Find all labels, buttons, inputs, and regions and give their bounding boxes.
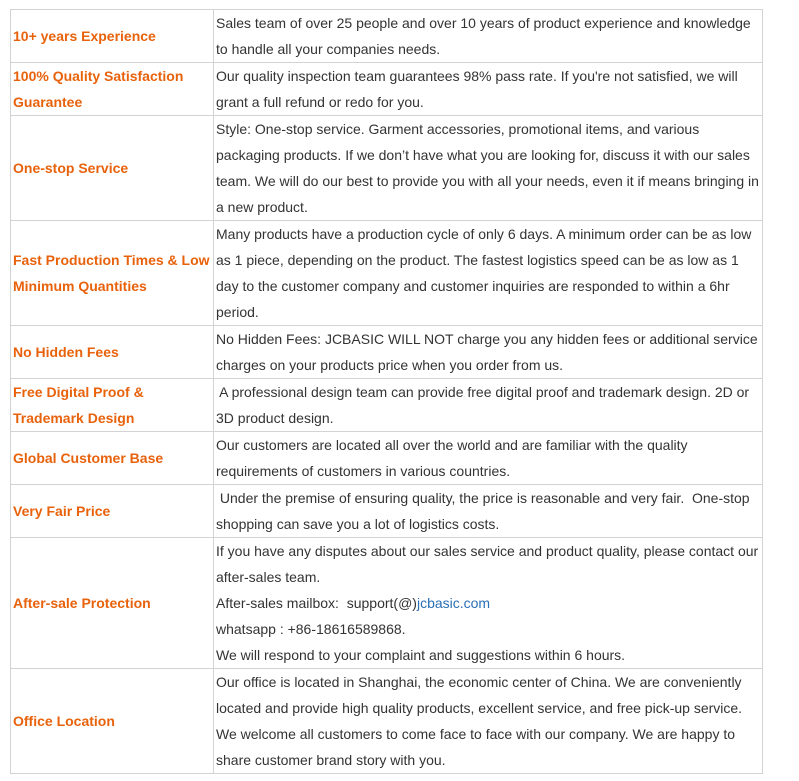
desc-line: share customer brand story with you.: [216, 752, 446, 768]
desc-line: after-sales team.: [216, 569, 321, 585]
feature-label: [11, 485, 214, 538]
feature-description: [214, 63, 763, 116]
feature-label: [11, 63, 214, 116]
label-line: One-stop Service: [13, 160, 129, 176]
feature-description: [214, 485, 763, 538]
feature-description: [214, 116, 763, 221]
label-line: Minimum Quantities: [13, 278, 147, 294]
label-line: No Hidden Fees: [13, 344, 119, 360]
feature-description: [214, 221, 763, 326]
desc-line: No Hidden Fees: JCBASIC WILL NOT charge you any hidden fees or additional service: [216, 331, 758, 347]
desc-line: whatsapp : +86-18616589868.: [216, 621, 406, 637]
table-row: [11, 116, 763, 221]
desc-line: Style: One-stop service. Garment accessories, promotional items, and various: [216, 121, 700, 137]
label-line: After-sale Protection: [13, 595, 151, 611]
label-line: Global Customer Base: [13, 450, 164, 466]
desc-line: requirements of customers in various countries.: [216, 463, 511, 479]
features-table: [10, 9, 763, 774]
desc-line: Sales team of over 25 people and over 10 years of product experience and knowledge: [216, 15, 751, 31]
feature-description: [214, 326, 763, 379]
table-row: [11, 63, 763, 116]
desc-line: period.: [216, 304, 259, 320]
desc-line: team. We will do our best to provide you with all your needs, even it if means bringing in: [216, 173, 759, 189]
desc-line: a new product.: [216, 199, 308, 215]
table-row: [11, 10, 763, 63]
feature-label: [11, 10, 214, 63]
mailbox-line: [216, 590, 762, 616]
email-domain-link[interactable]: jcbasic.com: [416, 595, 491, 611]
desc-line: 3D product design.: [216, 410, 334, 426]
desc-line: Under the premise of ensuring quality, the price is reasonable and very fair. One-stop: [216, 490, 750, 506]
feature-label: [11, 538, 214, 669]
feature-label: [11, 116, 214, 221]
table-row: [11, 379, 763, 432]
feature-label: [11, 669, 214, 774]
feature-label: [11, 221, 214, 326]
label-line: Fast Production Times & Low: [13, 252, 210, 268]
label-line: 10+ years Experience: [13, 28, 156, 44]
table-row: [11, 432, 763, 485]
desc-line: Our customers are located all over the world and are familiar with the quality: [216, 437, 688, 453]
mailbox-text: After-sales mailbox: support(@): [216, 595, 417, 611]
desc-line: We will respond to your complaint and suggestions within 6 hours.: [216, 647, 626, 663]
feature-label: [11, 432, 214, 485]
table-row: [11, 221, 763, 326]
desc-line: as 1 piece, depending on the product. The fastest logistics speed can be as low as 1: [216, 252, 739, 268]
desc-line: shopping can save you a lot of logistics costs.: [216, 516, 500, 532]
desc-line: Our quality inspection team guarantees 98% pass rate. If you're not satisfied, we will: [216, 68, 738, 84]
label-line: Trademark Design: [13, 410, 135, 426]
feature-description: [214, 669, 763, 774]
feature-label: [11, 326, 214, 379]
desc-line: packaging products. If we don’t have what you are looking for, discuss it with our sales: [216, 147, 750, 163]
table-row: [11, 485, 763, 538]
label-line: Office Location: [13, 713, 115, 729]
label-line: Free Digital Proof &: [13, 384, 144, 400]
feature-description: [214, 538, 763, 669]
feature-description: [214, 10, 763, 63]
label-line: Very Fair Price: [13, 503, 111, 519]
feature-description: [214, 379, 763, 432]
label-line: 100% Quality Satisfaction: [13, 68, 184, 84]
desc-line: to handle all your companies needs.: [216, 41, 441, 57]
desc-line: Many products have a production cycle of only 6 days. A minimum order can be as low: [216, 226, 752, 242]
desc-line: A professional design team can provide free digital proof and trademark design. 2D or: [216, 384, 750, 400]
table-row: [11, 538, 763, 669]
desc-line: charges on your products price when you order from us.: [216, 357, 564, 373]
desc-line: day to the customer company and customer inquiries are responded to within a 6hr: [216, 278, 730, 294]
table-row: [11, 326, 763, 379]
desc-line: grant a full refund or redo for you.: [216, 94, 424, 110]
desc-line: If you have any disputes about our sales service and product quality, please contact our: [216, 543, 759, 559]
feature-label: [11, 379, 214, 432]
label-line: Guarantee: [13, 94, 83, 110]
desc-line: located and provide high quality products, excellent service, and free pick-up service.: [216, 700, 743, 716]
feature-description: [214, 432, 763, 485]
desc-line: We welcome all customers to come face to face with our company. We are happy to: [216, 726, 736, 742]
desc-line: Our office is located in Shanghai, the economic center of China. We are conveniently: [216, 674, 742, 690]
table-row: [11, 669, 763, 774]
